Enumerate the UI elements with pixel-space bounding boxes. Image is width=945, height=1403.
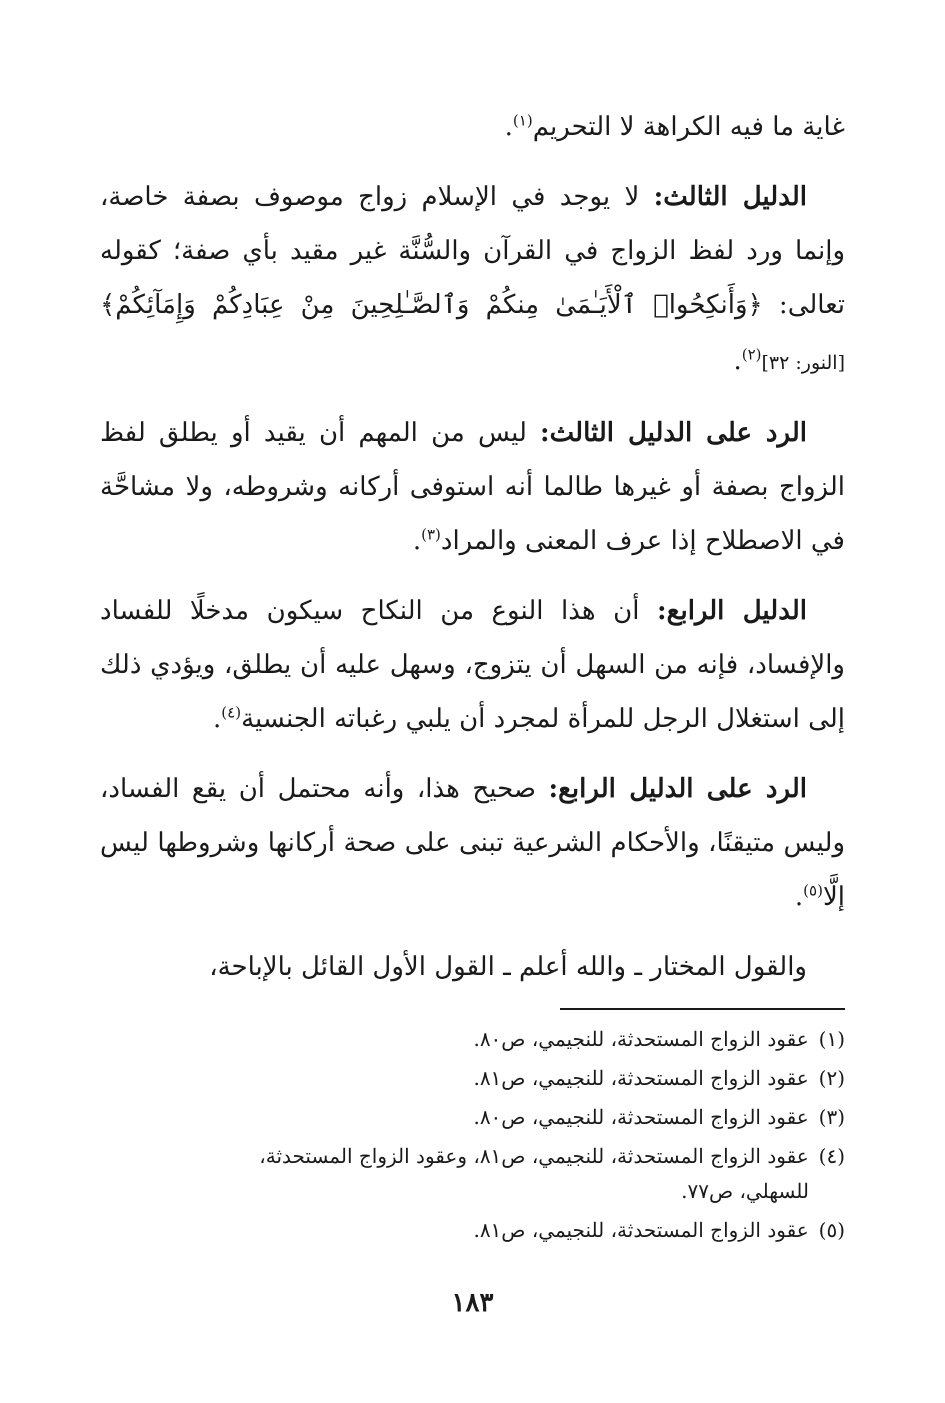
footnote-ref-1: (١)	[512, 111, 533, 130]
paragraph-text: صحيح هذا، وأنه محتمل أن يقع الفساد، وليس متيقنًا، والأحكام الشرعية تبنى على صحة أركانها وشروطها ليس إلَّا	[100, 774, 845, 912]
quran-verse: ﴿وَأَنكِحُوا۟ ٱلْأَيَـٰمَىٰ مِنكُمْ وَٱلصَّـٰلِحِينَ مِنْ عِبَادِكُمْ وَإِمَآئِكُمْ﴾	[100, 290, 763, 320]
paragraph-text: لا يوجد في الإسلام زواج موصوف بصفة خاصة، وإنما ورد لفظ الزواج في القرآن والسُّنَّة غير مقيد بأي صفة؛ كقوله تعالى:	[100, 182, 845, 320]
footnotes	[100, 1022, 845, 1252]
paragraph-end: .	[213, 704, 222, 734]
paragraph-text: ليس من المهم أن يقيد أو يطلق لفظ الزواج بصفة أو غيرها طالما أنه استوفى أركانه وشروطه، ولا مشاحَّة في الاصطلاح إذا عرف المعنى والمراد	[100, 418, 845, 556]
footnote-text: عقود الزواج المستحدثة، للنجيمي، ص٨٠.	[473, 1027, 809, 1051]
paragraph-evidence-3	[100, 170, 845, 390]
footnote-ref-4: (٤)	[221, 703, 242, 722]
footnote-number: (٤)	[818, 1144, 845, 1168]
footnote-5	[100, 1213, 845, 1248]
paragraph-end: .	[504, 112, 513, 142]
main-text	[100, 100, 845, 1010]
footnote-text: عقود الزواج المستحدثة، للنجيمي، ص٨٠.	[473, 1105, 809, 1129]
paragraph-reply-3	[100, 406, 845, 568]
paragraph-text: غاية ما فيه الكراهة لا التحريم	[532, 112, 845, 142]
footnote-3	[100, 1100, 845, 1135]
footnote-number: (٣)	[818, 1105, 845, 1129]
paragraph-end: .	[794, 882, 804, 912]
paragraph-end: .	[412, 526, 422, 556]
paragraph-1	[100, 100, 845, 154]
evidence-4-label: الدليل الرابع:	[657, 596, 807, 626]
evidence-3-label: الدليل الثالث:	[653, 182, 807, 212]
footnote-ref-5: (٥)	[803, 881, 823, 900]
paragraph-chosen-opinion	[100, 940, 845, 994]
footnote-number: (٥)	[818, 1218, 845, 1242]
footnote-separator	[560, 1008, 845, 1010]
footnote-text: عقود الزواج المستحدثة، للنجيمي، ص٨١.	[473, 1218, 809, 1242]
paragraph-evidence-4	[100, 584, 845, 746]
paragraph-text: أن هذا النوع من النكاح سيكون مدخلًا للفساد والإفساد، فإنه من السهل أن يتزوج، وسهل عليه أن يطلق، ويؤدي ذلك إلى استغلال الرجل للمرأة لمجرد أن يلبي رغباته الجنسية	[100, 596, 845, 734]
footnote-4	[100, 1139, 845, 1209]
paragraph-end: .	[733, 346, 742, 376]
footnote-2	[100, 1061, 845, 1096]
footnote-number: (١)	[818, 1027, 845, 1051]
footnote-continuation: للسهلي، ص٧٧.	[681, 1179, 809, 1203]
page-number: ١٨٣	[451, 1288, 494, 1318]
footnote-text: عقود الزواج المستحدثة، للنجيمي، ص٨١.	[473, 1066, 809, 1090]
paragraph-reply-4	[100, 762, 845, 924]
footnote-1	[100, 1022, 845, 1057]
reply-4-label: الرد على الدليل الرابع:	[548, 774, 807, 804]
quran-citation: [النور: ٣٢]	[761, 352, 845, 374]
footnote-number: (٢)	[818, 1066, 845, 1090]
reply-3-label: الرد على الدليل الثالث:	[540, 418, 807, 448]
footnote-text: عقود الزواج المستحدثة، للنجيمي، ص٨١، وعقود الزواج المستحدثة،	[259, 1144, 809, 1168]
footnote-ref-3: (٣)	[421, 525, 441, 544]
footnote-ref-2: (٢)	[741, 345, 762, 364]
paragraph-text: والقول المختار ـ والله أعلم ـ القول الأول القائل بالإباحة،	[209, 952, 807, 982]
